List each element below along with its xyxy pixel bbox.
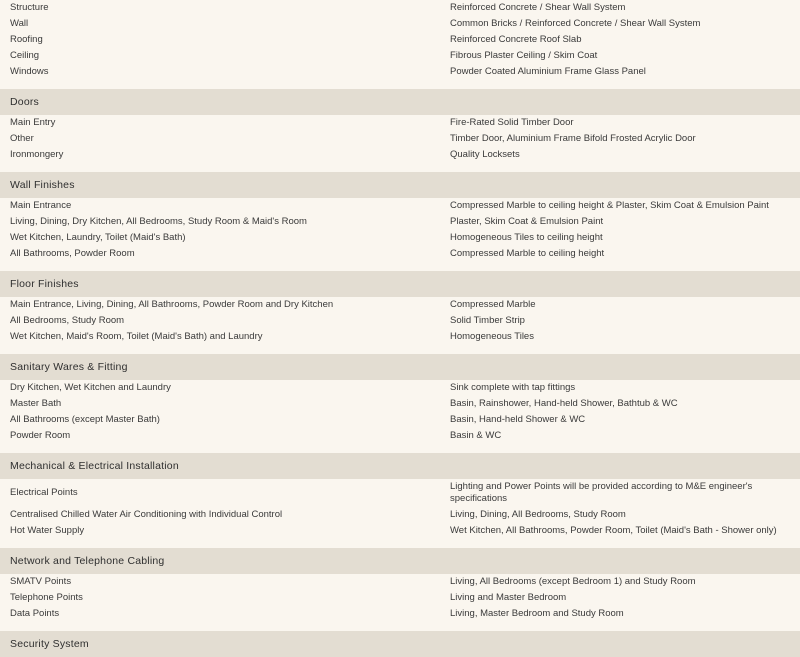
spec-label: All Bathrooms (except Master Bath) — [0, 412, 440, 428]
spacer-cell — [0, 163, 800, 172]
section-header-row — [0, 271, 800, 297]
section-header-row — [0, 89, 800, 115]
spacer-cell — [0, 622, 800, 631]
spec-label: Ceiling — [0, 48, 440, 64]
table-row — [0, 329, 800, 345]
section-heading: Doors — [0, 89, 800, 115]
spec-label: Centralised Chilled Water Air Conditioning with Individual Control — [0, 507, 440, 523]
spec-label: All Bathrooms, Powder Room — [0, 246, 440, 262]
section-heading: Network and Telephone Cabling — [0, 548, 800, 574]
section-heading: Security System — [0, 631, 800, 657]
spec-value: Homogeneous Tiles to ceiling height — [440, 230, 800, 246]
table-row — [0, 214, 800, 230]
section-spacer — [0, 80, 800, 89]
spec-value: Living, Dining, All Bedrooms, Study Room — [440, 507, 800, 523]
table-row — [0, 131, 800, 147]
spec-label: Wet Kitchen, Maid's Room, Toilet (Maid's Bath) and Laundry — [0, 329, 440, 345]
spec-label: Roofing — [0, 32, 440, 48]
spec-value: Basin, Rainshower, Hand-held Shower, Bathtub & WC — [440, 396, 800, 412]
table-row — [0, 590, 800, 606]
spec-value: Compressed Marble to ceiling height — [440, 246, 800, 262]
spec-value: Fibrous Plaster Ceiling / Skim Coat — [440, 48, 800, 64]
spec-label: Main Entrance — [0, 198, 440, 214]
table-row — [0, 380, 800, 396]
spec-label: Hot Water Supply — [0, 523, 440, 539]
table-row — [0, 574, 800, 590]
spec-label: Powder Room — [0, 428, 440, 444]
spacer-cell — [0, 262, 800, 271]
spec-value: Quality Locksets — [440, 147, 800, 163]
section-spacer — [0, 622, 800, 631]
section-spacer — [0, 345, 800, 354]
spec-value: Timber Door, Aluminium Frame Bifold Frosted Acrylic Door — [440, 131, 800, 147]
spacer-cell — [0, 80, 800, 89]
table-row — [0, 523, 800, 539]
table-row — [0, 606, 800, 622]
spec-value: Reinforced Concrete Roof Slab — [440, 32, 800, 48]
table-row — [0, 396, 800, 412]
spec-label: Main Entrance, Living, Dining, All Bathrooms, Powder Room and Dry Kitchen — [0, 297, 440, 313]
spec-label: Wet Kitchen, Laundry, Toilet (Maid's Bath) — [0, 230, 440, 246]
spec-value: Lighting and Power Points will be provided according to M&E engineer's specifications — [440, 479, 800, 507]
spacer-cell — [0, 444, 800, 453]
spec-label: Master Bath — [0, 396, 440, 412]
spacer-cell — [0, 345, 800, 354]
table-row — [0, 479, 800, 507]
section-heading: Wall Finishes — [0, 172, 800, 198]
spec-value: Fire-Rated Solid Timber Door — [440, 115, 800, 131]
spec-label: Other — [0, 131, 440, 147]
spec-value: Basin & WC — [440, 428, 800, 444]
table-row — [0, 428, 800, 444]
section-header-row — [0, 453, 800, 479]
section-header-row — [0, 172, 800, 198]
table-row — [0, 297, 800, 313]
spec-label: Data Points — [0, 606, 440, 622]
spec-label: Ironmongery — [0, 147, 440, 163]
spec-value: Plaster, Skim Coat & Emulsion Paint — [440, 214, 800, 230]
section-spacer — [0, 262, 800, 271]
section-spacer — [0, 444, 800, 453]
spec-label: Wall — [0, 16, 440, 32]
section-heading: Sanitary Wares & Fitting — [0, 354, 800, 380]
spec-label: Telephone Points — [0, 590, 440, 606]
spec-value: Basin, Hand-held Shower & WC — [440, 412, 800, 428]
table-row — [0, 147, 800, 163]
spec-value: Reinforced Concrete / Shear Wall System — [440, 0, 800, 16]
table-row — [0, 64, 800, 80]
table-row — [0, 32, 800, 48]
spec-label: Structure — [0, 0, 440, 16]
spec-label: Electrical Points — [0, 479, 440, 507]
spec-value: Compressed Marble — [440, 297, 800, 313]
spec-value: Common Bricks / Reinforced Concrete / Shear Wall System — [440, 16, 800, 32]
table-row — [0, 507, 800, 523]
spec-value: Living, Master Bedroom and Study Room — [440, 606, 800, 622]
spec-label: Dry Kitchen, Wet Kitchen and Laundry — [0, 380, 440, 396]
section-spacer — [0, 163, 800, 172]
spec-value: Solid Timber Strip — [440, 313, 800, 329]
section-header-row — [0, 354, 800, 380]
section-heading: Mechanical & Electrical Installation — [0, 453, 800, 479]
section-spacer — [0, 539, 800, 548]
spacer-cell — [0, 539, 800, 548]
spec-value: Homogeneous Tiles — [440, 329, 800, 345]
spec-value: Powder Coated Aluminium Frame Glass Panel — [440, 64, 800, 80]
table-row — [0, 246, 800, 262]
table-row — [0, 230, 800, 246]
table-row — [0, 48, 800, 64]
table-row — [0, 16, 800, 32]
spec-label: Main Entry — [0, 115, 440, 131]
spec-label: SMATV Points — [0, 574, 440, 590]
spec-label: All Bedrooms, Study Room — [0, 313, 440, 329]
table-row — [0, 198, 800, 214]
spec-label: Living, Dining, Dry Kitchen, All Bedrooms, Study Room & Maid's Room — [0, 214, 440, 230]
spec-value: Living and Master Bedroom — [440, 590, 800, 606]
spec-value: Wet Kitchen, All Bathrooms, Powder Room, Toilet (Maid's Bath - Shower only) — [440, 523, 800, 539]
section-heading: Floor Finishes — [0, 271, 800, 297]
table-row — [0, 115, 800, 131]
spec-value: Living, All Bedrooms (except Bedroom 1) and Study Room — [440, 574, 800, 590]
spec-label: Windows — [0, 64, 440, 80]
spec-value: Sink complete with tap fittings — [440, 380, 800, 396]
table-row — [0, 412, 800, 428]
table-row — [0, 0, 800, 16]
spec-value: Compressed Marble to ceiling height & Plaster, Skim Coat & Emulsion Paint — [440, 198, 800, 214]
table-row — [0, 313, 800, 329]
section-header-row — [0, 631, 800, 657]
